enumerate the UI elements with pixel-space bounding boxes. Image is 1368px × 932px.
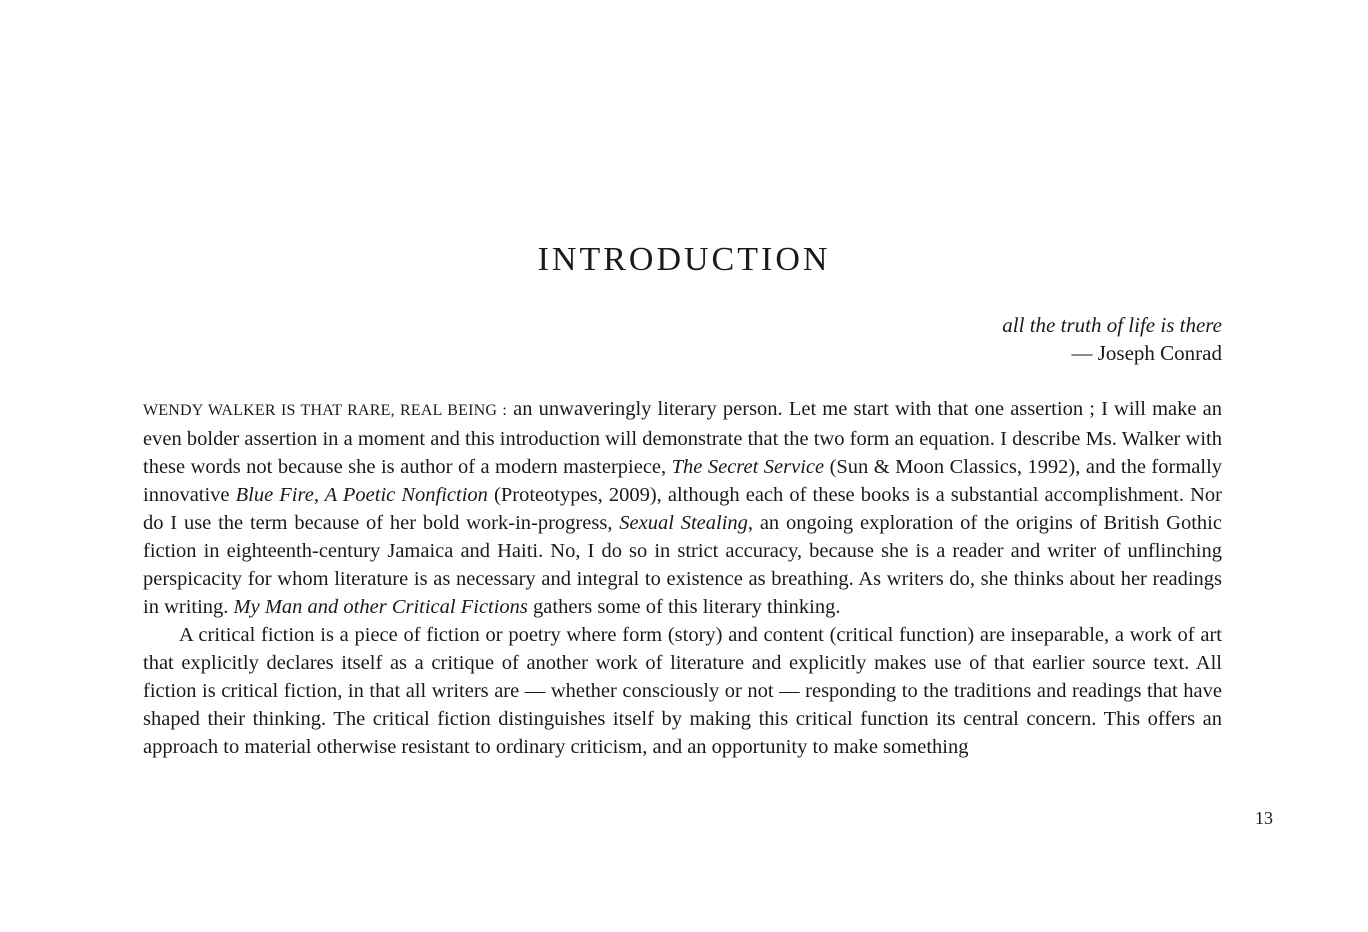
paragraph-1-text-d: , an ongoing exploration of the origins of British Gothic fiction in eighteenth-century Jamaica and Haiti. No, I do so in strict accuracy, because she is a reader and writer of unflinching perspicacity for whom literature is as necessary and integral to existence as breathing. As writers do, she thinks about her readings in writing. [143, 512, 1222, 618]
book-title-blue-fire: Blue Fire, A Poetic Nonfiction [235, 484, 488, 506]
epigraph-attribution: — Joseph Conrad [1071, 341, 1222, 365]
book-title-my-man: My Man and other Critical Fictions [233, 596, 528, 618]
paragraph-1-text-c: (Proteotypes, 2009), although each of these books is a substantial accomplishment. Nor do I use the term because of her bold work-in-progress, [143, 484, 1222, 534]
chapter-title: INTRODUCTION [537, 241, 831, 278]
lead-in-smallcaps: WENDY WALKER IS THAT RARE, REAL BEING : [143, 402, 508, 419]
paragraph-1 [143, 395, 1222, 621]
book-title-sexual-stealing: Sexual Stealing [619, 512, 748, 534]
book-title-secret-service: The Secret Service [671, 456, 825, 478]
epigraph-quote: all the truth of life is there [1002, 313, 1222, 337]
paragraph-2: A critical fiction is a piece of fiction or poetry where form (story) and content (critical function) are inseparable, a work of art that explicitly declares itself as a critique of another work of literature and explicitly makes use of that earlier source text. All fiction is critical fiction, in that all writers are — whether consciously or not — responding to the traditions and readings that have shaped their thinking. The critical fiction distinguishes itself by making this critical function its central concern. This offers an approach to material otherwise resistant to ordinary criticism, and an opportunity to make something [143, 624, 1222, 758]
paragraph-1-text-e: gathers some of this literary thinking. [527, 596, 841, 618]
page-number: 13 [1255, 808, 1273, 828]
paragraph-1-text-b: (Sun & Moon Classics, 1992), and the formally innovative [143, 456, 1223, 506]
body-text [143, 395, 1222, 761]
epigraph [1002, 311, 1222, 367]
paragraph-1-text-a: an unwaveringly literary person. Let me start with that one assertion ; I will make an even bolder assertion in a moment and this introduction will demonstrate that the two form an equation. I describe Ms. Walker with these words not because she is author of a modern masterpiece, [143, 398, 1222, 478]
